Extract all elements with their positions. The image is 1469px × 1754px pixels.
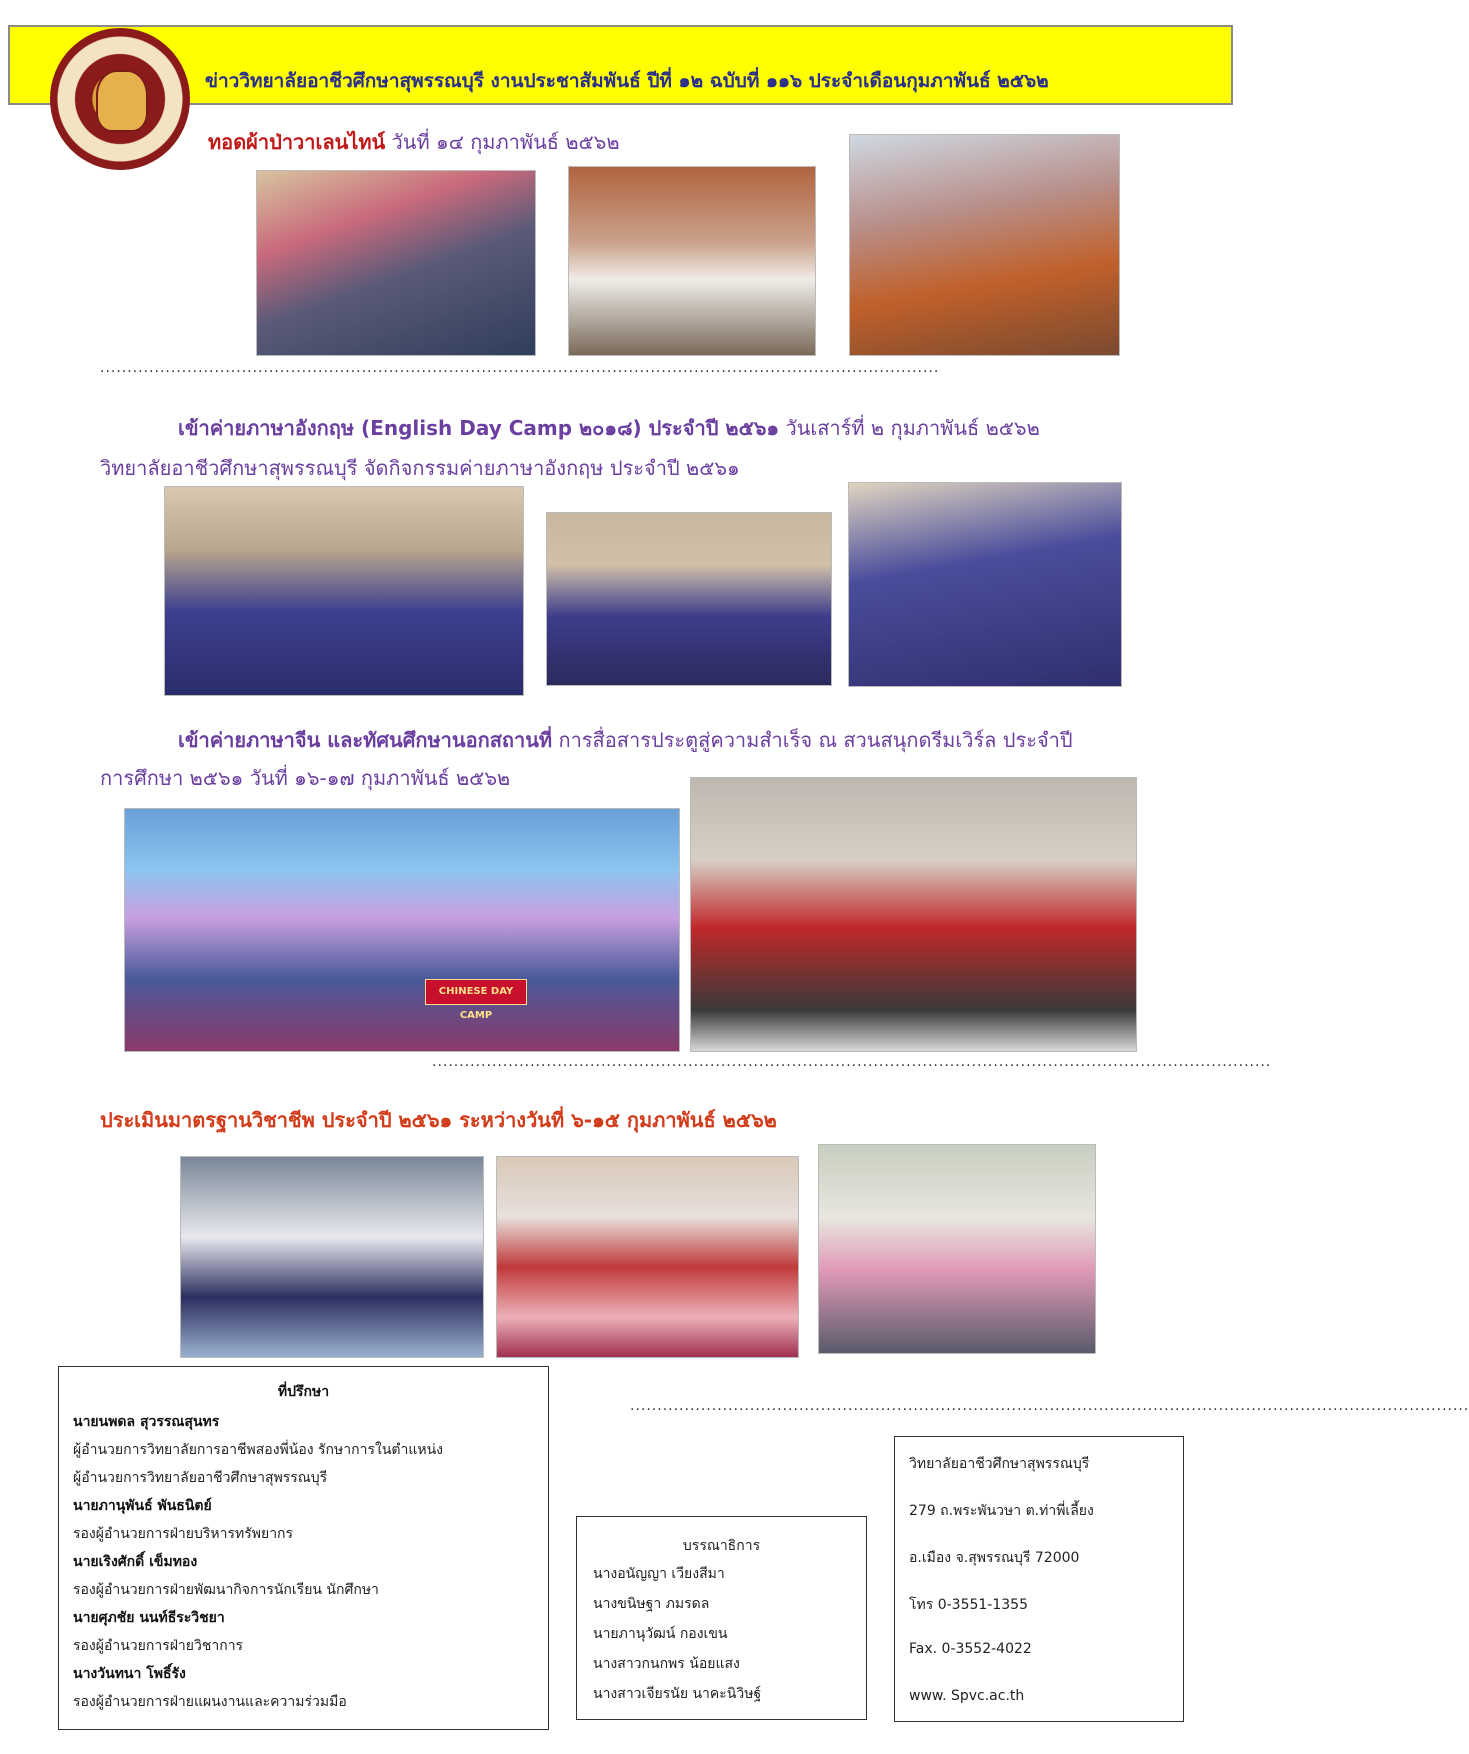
section-3-desc: การสื่อสารประตูสู่ความสำเร็จ ณ สวนสนุกดรีมเวิร์ล ประจำปี bbox=[552, 728, 1073, 752]
editors-list bbox=[593, 1563, 761, 1713]
advisor-line: ผู้อำนวยการวิทยาลัยอาชีวศึกษาสุพรรณบุรี bbox=[73, 1470, 328, 1486]
section-1-date: วันที่ ๑๔ กุมภาพันธ์ ๒๕๖๒ bbox=[385, 130, 620, 154]
contact-line: อ.เมือง จ.สุพรรณบุรี 72000 bbox=[909, 1550, 1080, 1566]
advisor-line: นายเริงศักดิ์ เข็มทอง bbox=[73, 1554, 198, 1570]
photo-chinese-camp-group bbox=[690, 777, 1137, 1052]
college-logo bbox=[50, 28, 190, 170]
chinese-camp-banner: CHINESE DAY CAMP bbox=[425, 979, 527, 1005]
advisor-line: รองผู้อำนวยการฝ่ายบริหารทรัพยากร bbox=[73, 1526, 294, 1542]
section-4-heading: ประเมินมาตรฐานวิชาชีพ ประจำปี ๒๕๖๑ ระหว่างวันที่ ๖-๑๕ กุมภาพันธ์ ๒๕๖๒ bbox=[100, 1108, 777, 1132]
photo-assessment-stall bbox=[496, 1156, 799, 1358]
photo-english-camp-group bbox=[164, 486, 524, 696]
advisor-line: ผู้อำนวยการวิทยาลัยการอาชีพสองพี่น้อง รักษาการในตำแหน่ง bbox=[73, 1442, 444, 1458]
advisor-line: นายศุภชัย นนท์ธีระวิชยา bbox=[73, 1610, 225, 1626]
editors-box bbox=[576, 1516, 867, 1720]
photo-assessment-exhibit bbox=[818, 1144, 1096, 1354]
section-title-2 bbox=[178, 412, 1040, 444]
advisor-line: นางวันทนา โพธิ์รัง bbox=[73, 1666, 186, 1682]
contact-line: วิทยาลัยอาชีวศึกษาสุพรรณบุรี bbox=[909, 1456, 1090, 1472]
editor-name: นายภานุวัฒน์ กองเขน bbox=[593, 1626, 728, 1642]
section-title-4 bbox=[100, 1104, 777, 1136]
advisors-list bbox=[73, 1411, 443, 1719]
advisor-line: นายนพดล สุวรรณสุนทร bbox=[73, 1414, 220, 1430]
section-1-heading: ทอดผ้าป่าวาเลนไทน์ bbox=[208, 130, 386, 154]
advisors-box bbox=[58, 1366, 549, 1730]
editors-title: บรรณาธิการ bbox=[682, 1538, 761, 1554]
section-2-subtitle: วิทยาลัยอาชีวศึกษาสุพรรณบุรี จัดกิจกรรมค่ายภาษาอังกฤษ ประจำปี ๒๕๖๑ bbox=[100, 456, 740, 480]
photo-robe-offering-monk bbox=[849, 134, 1120, 356]
contact-box bbox=[894, 1436, 1184, 1722]
photo-assessment-drinks bbox=[180, 1156, 484, 1358]
divider-dots-2: .......................................................................................................................................................... bbox=[432, 1054, 1272, 1070]
section-2-heading: เข้าค่ายภาษาอังกฤษ (English Day Camp ๒๐๑๘) ประจำปี ๒๕๖๑ bbox=[178, 416, 780, 440]
section-title-1 bbox=[208, 126, 620, 158]
editor-name: นางขนิษฐา ภมรดล bbox=[593, 1596, 710, 1612]
photo-robe-offering-guests bbox=[568, 166, 816, 356]
contact-line: Fax. 0-3552-4022 bbox=[909, 1641, 1032, 1657]
newsletter-title: ข่าววิทยาลัยอาชีวศึกษาสุพรรณบุรี งานประชาสัมพันธ์ ปีที่ ๑๒ ฉบับที่ ๑๑๖ ประจำเดือนกุมภาพันธ์ ๒๕๖๒ bbox=[205, 70, 1049, 92]
advisors-title: ที่ปรึกษา bbox=[277, 1384, 330, 1400]
emblem-icon bbox=[96, 70, 148, 132]
photo-dreamworld-group bbox=[124, 808, 680, 1052]
divider-dots-1: .......................................................................................................................................................... bbox=[100, 360, 940, 376]
section-3-heading: เข้าค่ายภาษาจีน และทัศนศึกษานอกสถานที่ bbox=[178, 728, 553, 752]
advisor-line: นายภานุพันธ์ พันธนิตย์ bbox=[73, 1498, 212, 1514]
advisor-line: รองผู้อำนวยการฝ่ายแผนงานและความร่วมมือ bbox=[73, 1694, 347, 1710]
photo-english-camp-students bbox=[848, 482, 1122, 687]
advisor-line: รองผู้อำนวยการฝ่ายพัฒนากิจการนักเรียน นักศึกษา bbox=[73, 1582, 379, 1598]
section-title-3 bbox=[178, 724, 1073, 756]
contact-line: โทร 0-3551-1355 bbox=[909, 1597, 1028, 1613]
website-link[interactable]: www. Spvc.ac.th bbox=[909, 1688, 1025, 1704]
editor-name: นางอนัญญา เวียงสีมา bbox=[593, 1566, 725, 1582]
divider-dots-3: .......................................................................................................................................................... bbox=[630, 1398, 1469, 1414]
photo-english-camp-team bbox=[546, 512, 832, 686]
editor-name: นางสาวเจียรนัย นาคะนิวิษฐ์ bbox=[593, 1686, 762, 1702]
section-3-subtitle: การศึกษา ๒๕๖๑ วันที่ ๑๖-๑๗ กุมภาพันธ์ ๒๕๖๒ bbox=[100, 766, 511, 790]
section-2-date: วันเสาร์ที่ ๒ กุมภาพันธ์ ๒๕๖๒ bbox=[779, 416, 1040, 440]
contact-line: 279 ถ.พระพันวษา ต.ท่าพี่เลี้ยง bbox=[909, 1503, 1094, 1519]
editor-name: นางสาวกนกพร น้อยแสง bbox=[593, 1656, 740, 1672]
contact-list bbox=[909, 1453, 1094, 1718]
photo-robe-offering-students bbox=[256, 170, 536, 356]
advisor-line: รองผู้อำนวยการฝ่ายวิชาการ bbox=[73, 1638, 244, 1654]
